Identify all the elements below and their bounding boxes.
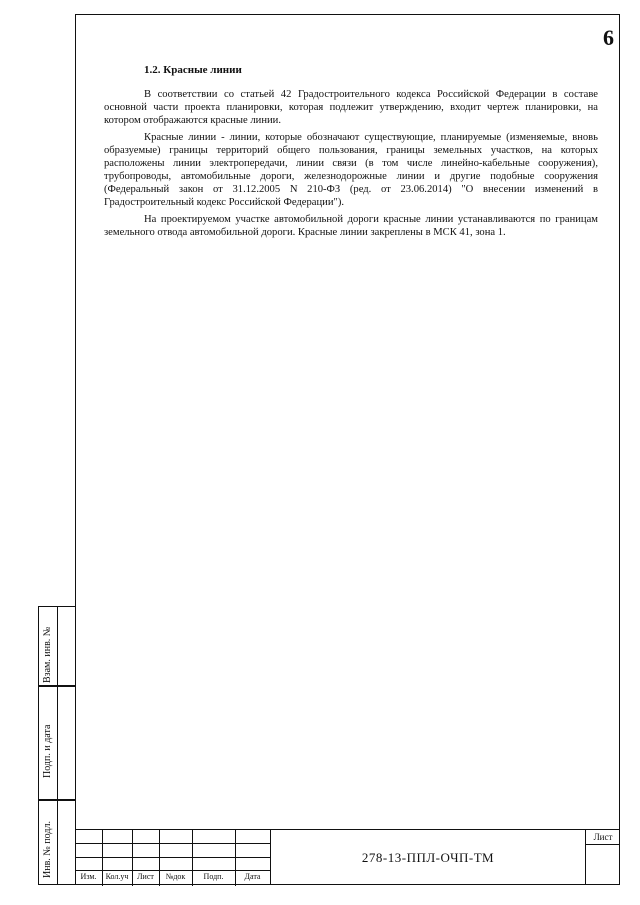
section-heading: 1.2. Красные линии (144, 64, 242, 76)
paragraph-2: Красные линии - линии, которые обозначают существующие, планируемые (изменяемые, вновь образуемые) границы территорий общего пользования, границы земельных участков, на которых расположены линии электропередачи, линии связи (в том числе линейно-кабельные сооружения), трубопроводы, автомобильные дороги, железнодорожные линии и другие подобные сооружения (Федеральный закон от 31.12.2005 N 210-ФЗ (ред. от 23.06.2014) "О внесении изменений в Градостроительный кодекс Российской Федерации"). (104, 132, 598, 208)
side-label-vzam-inv: Взам. инв. № (42, 626, 53, 683)
col-data: Дата (244, 872, 261, 881)
sheet-number-box (585, 829, 620, 885)
document-code: 278-13-ППЛ-ОЧП-ТМ (270, 829, 585, 885)
side-label-podp-data: Подп. и дата (42, 724, 53, 778)
col-ndok: №док (165, 872, 186, 881)
side-label-inv-podl: Инв. № подл. (42, 820, 53, 878)
paragraph-3: На проектируемом участке автомобильной дороги красные линии устанавливаются по границам земельного отвода автомобильной дороги. Красные линии закреплены в МСК 41, зона 1. (104, 214, 598, 238)
sheet-label: Лист (586, 830, 620, 845)
col-list: Лист (137, 872, 154, 881)
col-izm: Изм. (80, 872, 97, 881)
col-kol-uch: Кол.уч (105, 872, 129, 881)
page-number: 6 (603, 25, 614, 50)
document-body (104, 64, 598, 243)
side-stamp-vzam-inv (38, 606, 75, 686)
title-block (75, 829, 620, 885)
col-podp: Подп. (203, 872, 224, 881)
paragraph-1: В соответствии со статьей 42 Градостроительного кодекса Российской Федерации в составе основной части проекта планировки, которая подлежит утверждению, входит чертеж планировки, на котором отображаются красные линии. (104, 89, 598, 126)
side-stamp-podp-data (38, 686, 75, 800)
side-stamp-inv-podl (38, 800, 75, 885)
title-block-grid (75, 829, 270, 885)
